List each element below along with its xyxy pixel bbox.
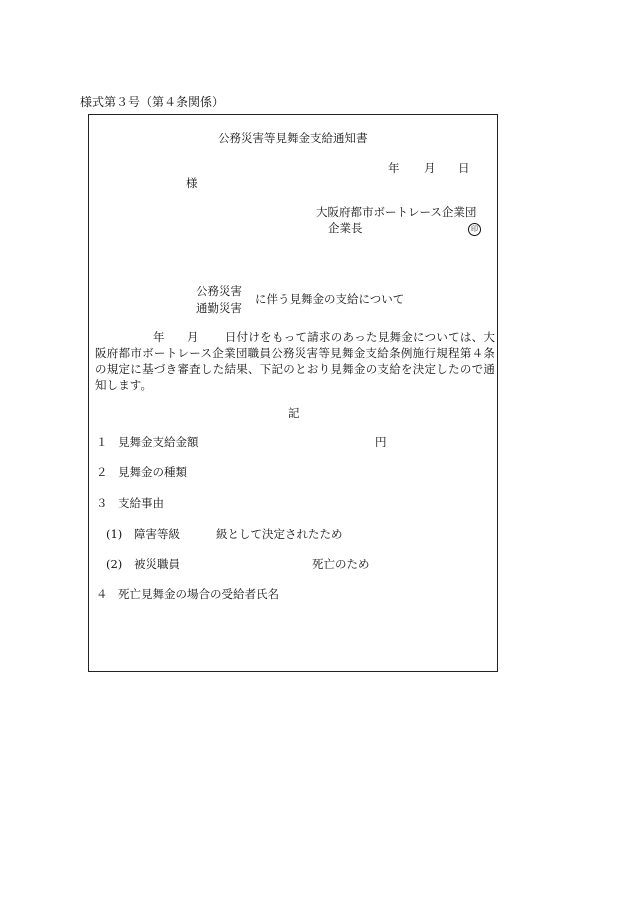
document-title: 公務災害等見舞金支給通知書 bbox=[218, 131, 368, 145]
item-label: 見舞金の種類 bbox=[118, 465, 187, 479]
form-number-label: 様式第３号（第４条関係） bbox=[80, 95, 225, 109]
addressee-suffix: 様 bbox=[186, 176, 198, 190]
body-paragraph bbox=[95, 329, 495, 393]
subitem-number: (1) bbox=[106, 527, 123, 541]
item-number: ４ bbox=[96, 587, 108, 601]
item-label: 支給事由 bbox=[118, 496, 164, 510]
subitem-death-text: 死亡のため bbox=[312, 557, 370, 571]
body-month: 月 bbox=[186, 330, 199, 344]
subitem-disability-text: 級として決定されたため bbox=[216, 527, 343, 541]
subitem-label: 被災職員 bbox=[134, 557, 180, 571]
subitem-label: 障害等級 bbox=[134, 527, 180, 541]
ki-heading: 記 bbox=[288, 406, 300, 420]
subitem-affected-employee bbox=[106, 559, 180, 571]
item-recipient-name bbox=[96, 589, 279, 601]
item-label: 死亡見舞金の場合の受給者氏名 bbox=[118, 587, 279, 601]
item-payment-amount bbox=[96, 437, 199, 449]
item-number: ２ bbox=[96, 465, 108, 479]
item-payment-type bbox=[96, 467, 187, 479]
date-month-label: 月 bbox=[424, 161, 436, 175]
item-payment-reason bbox=[96, 498, 164, 510]
item-number: １ bbox=[96, 435, 108, 449]
date-year-label: 年 bbox=[388, 161, 400, 175]
item-number: ３ bbox=[96, 496, 108, 510]
yen-unit: 円 bbox=[375, 435, 387, 449]
subject-option-public-duty: 公務災害 bbox=[196, 284, 242, 298]
subject-text: に伴う見舞金の支給について bbox=[255, 292, 405, 306]
subitem-disability-grade bbox=[106, 529, 180, 541]
subitem-number: (2) bbox=[106, 557, 123, 571]
subject-option-commute: 通勤災害 bbox=[196, 301, 242, 315]
body-year: 年 bbox=[153, 330, 165, 344]
issuer-organization: 大阪府都市ボートレース企業団 bbox=[316, 205, 477, 219]
seal-icon: 印 bbox=[468, 223, 481, 236]
item-label: 見舞金支給金額 bbox=[118, 435, 199, 449]
issuer-title: 企業長 bbox=[328, 221, 363, 235]
body-text: 日付けをもって請求のあった見舞金については、大阪府都市ボートレース企業団職員公務災害等見舞金支給条例施行規程第４条の規定に基づき審査した結果、下記のとおり見舞金の支給を決定したので通知します。 bbox=[95, 330, 495, 392]
date-day-label: 日 bbox=[458, 161, 470, 175]
